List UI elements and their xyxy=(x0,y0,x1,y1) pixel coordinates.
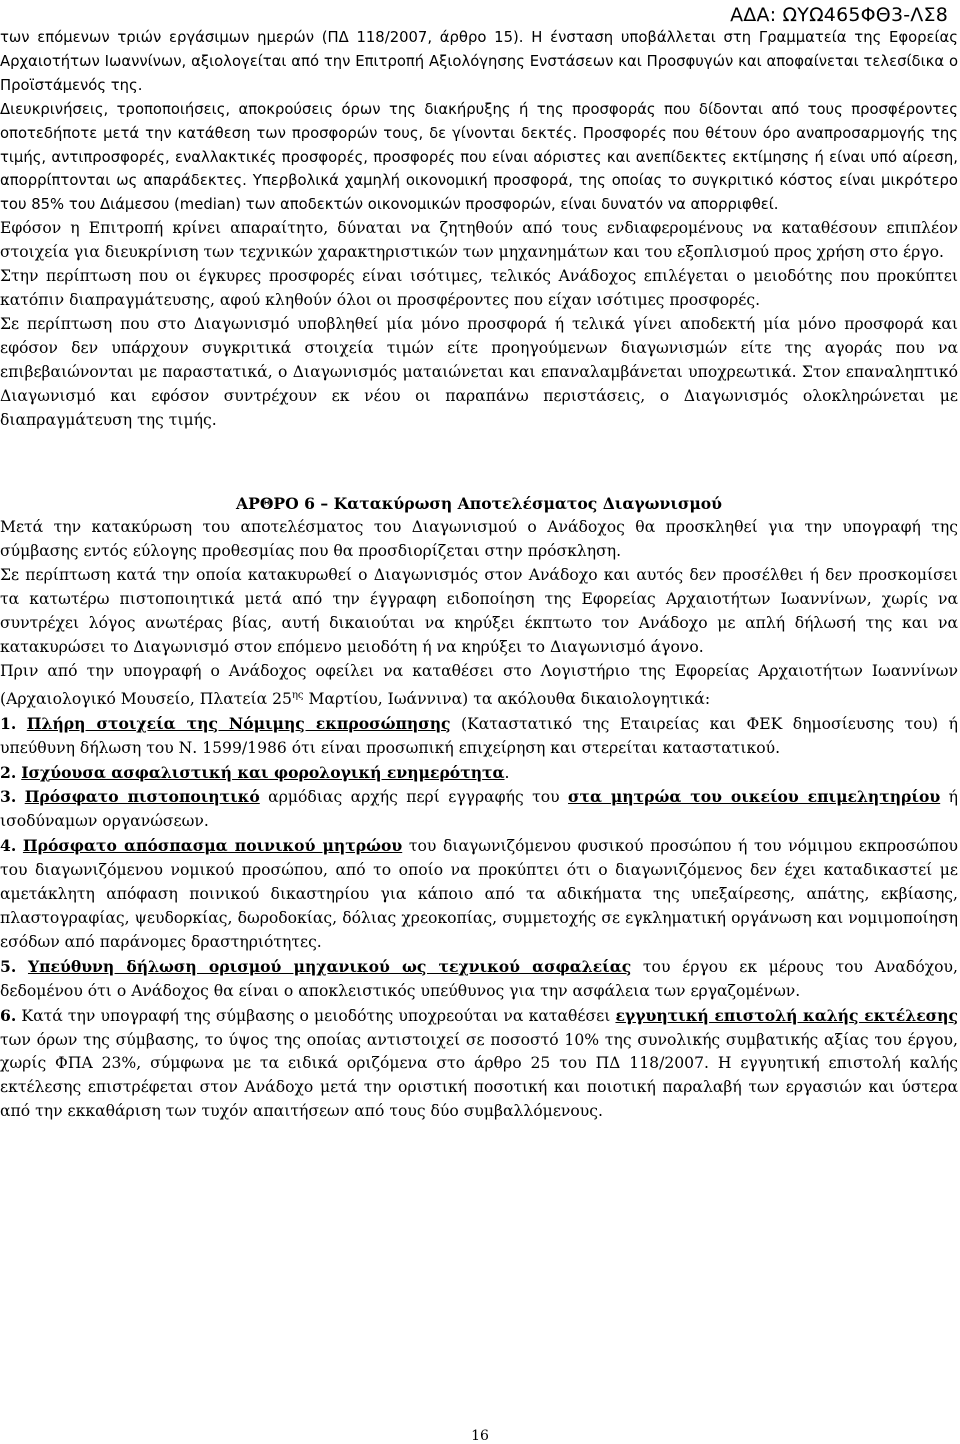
clarifications-text: Διευκρινήσεις, τροποποιήσεις, αποκρούσεις όρων της διακήρυξης ή της προσφοράς που δίδονται από τους προσφέροντες οποτεδήποτε μετά την κατάθεση των προσφορών τους, δε γίνονται δεκτές. Προσφορές που θέτουν όρο αναπροσαρμογής της τιμής, αντιπροσφορές, εναλλακτικές προσφορές, προσφορές που είναι αόριστες και ανεπίδεκτες εκτίμησης ή είναι υπό αίρεση, απορρίπτονται ως απαράδεκτες. xyxy=(0,100,958,190)
paragraph-3-text-a: Πριν από την υπογραφή ο Ανάδοχος οφείλει να καταθέσει στο Λογιστήριο της Εφορείας Αρχαιοτήτων Ιωαννίνων (Αρχαιολογικό Μουσείο, Πλατεία 25 xyxy=(0,661,958,708)
paragraph-equal-bids: Στην περίπτωση που οι έγκυρες προσφορές είναι ισότιμες, τελικός Ανάδοχος επιλέγεται ο μειοδότης που προκύπτει κατόπιν διαπραγμάτευσης, αφού κληθούν όλοι οι προσφέροντες που είχαν ισότιμες προσφορές. xyxy=(0,267,958,309)
item-title: Πρόσφατο απόσπασμα ποινικού μητρώου xyxy=(22,836,403,856)
list-item xyxy=(0,761,958,786)
paragraph-objection: των επόμενων τριών εργάσιμων ημερών (ΠΔ 118/2007, άρθρο 15). Η ένσταση υποβάλλεται στη Γραμματεία της Εφορείας Αρχαιοτήτων Ιωαννίνων, αξιολογείται από την Επιτροπή Αξιολόγησης Ενστάσεων και Προσφυγών και αποφαίνεται τελεσίδικα ο Προϊστάμενός της. xyxy=(0,29,958,94)
list-item xyxy=(0,785,958,834)
list-item xyxy=(0,955,958,1004)
item-title: εγγυητική επιστολή καλής εκτέλεσης xyxy=(615,1005,958,1025)
item-text: (Καταστατικό της Εταιρείας και ΦΕΚ δημοσίευσης του) ή υπεύθυνη δήλωση του Ν. 1599/1986 ότι είναι προσωπική επιχείρηση και στερείται καταστατικού. xyxy=(0,714,958,757)
low-bid-text: Υπερβολικά χαμηλή οικονομική προσφορά, της οποίας το συγκριτικό κόστος είναι μικρότερο του 85% του Διάμεσου (median) των αποδεκτών οικονομικών προσφορών, είναι δυνατόν να απορριφθεί. xyxy=(0,172,958,214)
item-number: 1. xyxy=(0,713,17,733)
document-body xyxy=(0,26,958,1124)
item-text: του διαγωνιζόμενου φυσικού προσώπου ή του νόμιμου εκπροσώπου του διαγωνιζόμενου νομικού προσώπου, από το οποίο να προκύπτει ότι ο διαγωνιζόμενος δεν έχει καταδικαστεί με αμετάκλητη απόφαση ποινικού δικαστηρίου για κάποιο από τα αδικήματα της υπεξαίρεσης, απάτης, εκβίασης, πλαστογραφίας, ψευδορκίας, δωροδοκίας, δόλιας χρεοκοπίας, συμμετοχής σε εγκληματική οργάνωση και νομιμοποίηση εσόδων από παράνομες δραστηριότητες. xyxy=(0,837,958,951)
item-text: των όρων της σύμβασης, το ύψος της οποίας αντιστοιχεί σε ποσοστό 10% της συνολικής συμβατικής αξίας του έργου, χωρίς ΦΠΑ 23%, σύμφωνα με τα ειδικά οριζόμενα στο άρθρο 25 του ΠΔ 118/2007. Η εγγυητική επιστολή καλής εκτέλεσης επιστρέφεται στον Ανάδοχο μετά την οριστική ποσοτική και ποιοτική παραλαβή των εργασιών και ύστερα από την εκκαθάριση των τυχόν απαιτήσεων από τους δύο συμβαλλόμενους. xyxy=(0,1030,958,1121)
item-text: . xyxy=(504,763,510,782)
item-text-mid: αρμόδιας αρχής περί εγγραφής του xyxy=(259,788,569,807)
item-title-2: στα μητρώα του οικείου επιμελητηρίου xyxy=(568,787,941,807)
item-number: 5. xyxy=(0,956,17,976)
item-title: Πλήρη στοιχεία της Νόμιμης εκπροσώπησης xyxy=(26,713,451,733)
article-6-paragraph-1: Μετά την κατακύρωση του αποτελέσματος του Διαγωνισμού ο Ανάδοχος θα προσκληθεί για την υπογραφή της σύμβασης εντός εύλογης προθεσμίας που θα προσδιορίζεται στην πρόσκληση. xyxy=(0,518,958,561)
item-text-pre: Κατά την υπογραφή της σύμβασης ο μειοδότης υποχρεούται να καταθέσει xyxy=(16,1006,616,1025)
item-number: 3. xyxy=(0,787,17,807)
list-item xyxy=(0,1004,958,1125)
article-6-paragraph-3 xyxy=(0,660,958,712)
item-number: 4. xyxy=(0,836,17,856)
article-6-paragraph-2: Σε περίπτωση κατά την οποία κατακυρωθεί ο Διαγωνισμός στον Ανάδοχο και αυτός δεν προσέλθει ή δεν προσκομίσει τα κατωτέρω πιστοποιητικά μετά από την έγγραφη ειδοποίηση της Εφορείας Αρχαιοτήτων Ιωαννίνων, χωρίς να συντρέχει λόγος ανωτέρας βίας, αυτή δικαιούται να κηρύξει έκπτωτο τον Ανάδοχο με απλή δήλωσή της και να κατακυρώσει το Διαγωνισμό στον επόμενο μειοδότη ή να κηρύξει το Διαγωνισμό άγονο. xyxy=(0,566,958,656)
article-6-heading: ΑΡΘΡΟ 6 – Κατακύρωση Αποτελέσματος Διαγωνισμού xyxy=(236,494,722,514)
item-title: Υπεύθυνη δήλωση ορισμού μηχανικού ως τεχνικού ασφαλείας xyxy=(27,956,632,976)
paragraph-single-bid: Σε περίπτωση που στο Διαγωνισμό υποβληθεί μία μόνο προσφορά ή τελικά γίνει αποδεκτή μία μόνο προσφορά και εφόσον δεν υπάρχουν συγκριτικά στοιχεία τιμών είτε προηγούμενων διαγωνισμών είτε της αγοράς που να επιβεβαιώνονται με παραστατικά, ο Διαγωνισμός ματαιώνεται και επαναλαμβάνεται υποχρεωτικά. Στον επαναληπτικό Διαγωνισμό και εφόσον συντρέχουν εκ νέου οι παραπάνω περιστάσεις, ο Διαγωνισμός ολοκληρώνεται με διαπραγμάτευση της τιμής. xyxy=(0,314,958,429)
item-number: 6. xyxy=(0,1005,17,1025)
ada-code: ΑΔΑ: ΩΥΩ465ΦΘ3-ΛΣ8 xyxy=(730,4,948,26)
page-number: 16 xyxy=(471,1428,489,1444)
paragraph-additional-info: Εφόσον η Επιτροπή κρίνει απαραίτητο, δύναται να ζητηθούν από τους ενδιαφερομένους να καταθέσουν επιπλέον στοιχεία για διευκρίνιση των τεχνικών χαρακτηριστικών των μηχανημάτων και του εξοπλισμού προς χρήση στο έργο. xyxy=(0,219,958,262)
list-item xyxy=(0,834,958,955)
superscript: ης xyxy=(291,689,304,701)
list-item xyxy=(0,712,958,761)
paragraph-3-text-b: Μαρτίου, Ιωάννινα) τα ακόλουθα δικαιολογητικά: xyxy=(303,689,711,708)
item-title: Πρόσφατο πιστοποιητικό xyxy=(24,787,260,807)
item-number: 2. xyxy=(0,762,17,782)
item-text: ή ισοδύναμων οργανώσεων. xyxy=(0,788,958,831)
item-title: Ισχύουσα ασφαλιστική και φορολογική ενημερότητα xyxy=(21,762,505,782)
item-text: του έργου εκ μέρους του Αναδόχου, δεδομένου ότι ο Ανάδοχος θα είναι ο αποκλειστικός υπεύθυνος για την ασφάλεια των εργαζομένων. xyxy=(0,957,958,1000)
paragraph-clarifications xyxy=(0,98,958,218)
